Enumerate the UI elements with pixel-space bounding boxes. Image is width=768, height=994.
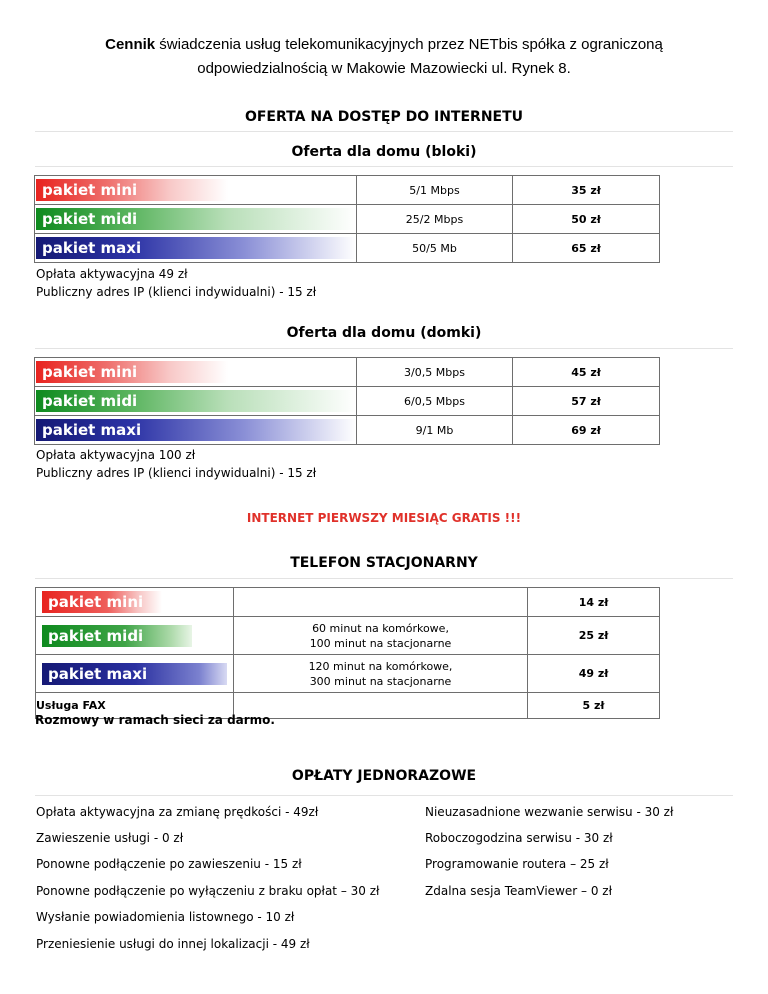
header-brand: Cennik bbox=[105, 36, 156, 53]
description-line-2: 300 minut na stacjonarne bbox=[309, 674, 452, 688]
description-cell bbox=[234, 693, 528, 719]
description-cell bbox=[234, 655, 528, 693]
telefon-note: Rozmowy w ramach sieci za darmo. bbox=[35, 713, 275, 727]
internet-title: OFERTA NA DOSTĘP DO INTERNETU bbox=[244, 109, 524, 125]
fax-price: 5 zł bbox=[528, 693, 660, 719]
speed-cell: 25/2 Mbps bbox=[357, 205, 513, 234]
package-cell bbox=[35, 416, 357, 445]
price-cell: 35 zł bbox=[513, 176, 660, 205]
package-cell bbox=[36, 588, 234, 617]
package-cell bbox=[35, 358, 357, 387]
fee-item: Programowanie routera – 25 zł bbox=[425, 857, 609, 871]
price-cell: 25 zł bbox=[528, 617, 660, 655]
price-cell: 65 zł bbox=[513, 234, 660, 263]
description-cell bbox=[234, 588, 528, 617]
divider bbox=[35, 131, 733, 132]
header-line-1 bbox=[0, 36, 768, 53]
fee-item: Roboczogodzina serwisu - 30 zł bbox=[425, 831, 613, 845]
price-cell: 57 zł bbox=[513, 387, 660, 416]
public-ip-note: Publiczny adres IP (klienci indywidualni) - 15 zł bbox=[36, 466, 317, 480]
oplaty-title: OPŁATY JEDNORAZOWE bbox=[291, 768, 477, 784]
price-cell: 45 zł bbox=[513, 358, 660, 387]
package-mini-label: pakiet mini bbox=[42, 591, 162, 613]
table-row bbox=[36, 617, 660, 655]
table-row bbox=[35, 387, 660, 416]
table-row bbox=[36, 655, 660, 693]
table-row bbox=[35, 176, 660, 205]
bloki-price-table bbox=[34, 175, 660, 263]
description-cell bbox=[234, 617, 528, 655]
bloki-notes bbox=[36, 265, 316, 301]
package-maxi-label: pakiet maxi bbox=[36, 237, 356, 259]
fax-label: Usługa FAX bbox=[36, 693, 234, 719]
package-cell bbox=[35, 205, 357, 234]
package-cell bbox=[36, 617, 234, 655]
divider bbox=[35, 795, 733, 796]
divider bbox=[35, 166, 733, 167]
divider bbox=[35, 578, 733, 579]
speed-cell: 5/1 Mbps bbox=[357, 176, 513, 205]
speed-cell: 50/5 Mb bbox=[357, 234, 513, 263]
package-cell bbox=[35, 234, 357, 263]
activation-fee-note: Opłata aktywacyjna 100 zł bbox=[36, 448, 196, 462]
package-maxi-label: pakiet maxi bbox=[36, 419, 356, 441]
price-cell: 69 zł bbox=[513, 416, 660, 445]
table-row bbox=[35, 358, 660, 387]
package-cell bbox=[36, 655, 234, 693]
domki-title: Oferta dla domu (domki) bbox=[286, 325, 482, 341]
fee-item: Wysłanie powiadomienia listownego - 10 zł bbox=[36, 910, 295, 924]
fee-item: Ponowne podłączenie po wyłączeniu z braku opłat – 30 zł bbox=[36, 884, 380, 898]
price-cell: 14 zł bbox=[528, 588, 660, 617]
price-cell: 49 zł bbox=[528, 655, 660, 693]
fee-item: Zawieszenie usługi - 0 zł bbox=[36, 831, 184, 845]
table-row bbox=[35, 416, 660, 445]
fee-item: Zdalna sesja TeamViewer – 0 zł bbox=[425, 884, 612, 898]
description-line-1: 120 minut na komórkowe, bbox=[308, 659, 453, 673]
speed-cell: 3/0,5 Mbps bbox=[357, 358, 513, 387]
speed-cell: 9/1 Mb bbox=[357, 416, 513, 445]
divider bbox=[35, 348, 733, 349]
fee-item: Nieuzasadnione wezwanie serwisu - 30 zł bbox=[425, 805, 674, 819]
table-row bbox=[35, 205, 660, 234]
package-cell bbox=[35, 176, 357, 205]
package-mini-label: pakiet mini bbox=[36, 179, 356, 201]
description-line-1: 60 minut na komórkowe, bbox=[312, 621, 449, 635]
package-midi-label: pakiet midi bbox=[42, 625, 192, 647]
fee-item: Ponowne podłączenie po zawieszeniu - 15 zł bbox=[36, 857, 302, 871]
telefon-price-table bbox=[35, 587, 660, 719]
package-midi-label: pakiet midi bbox=[36, 208, 356, 230]
header-line-1-text: świadczenia usług telekomunikacyjnych przez NETbis spółka z ograniczoną bbox=[155, 36, 663, 53]
package-cell bbox=[35, 387, 357, 416]
activation-fee-note: Opłata aktywacyjna 49 zł bbox=[36, 267, 188, 281]
table-row bbox=[36, 588, 660, 617]
table-row bbox=[35, 234, 660, 263]
price-cell: 50 zł bbox=[513, 205, 660, 234]
speed-cell: 6/0,5 Mbps bbox=[357, 387, 513, 416]
bloki-title: Oferta dla domu (bloki) bbox=[291, 144, 477, 160]
domki-price-table bbox=[34, 357, 660, 445]
package-mini-label: pakiet mini bbox=[36, 361, 356, 383]
fee-item: Przeniesienie usługi do innej lokalizacji - 49 zł bbox=[36, 937, 310, 951]
domki-notes bbox=[36, 446, 316, 482]
description-line-2: 100 minut na stacjonarne bbox=[309, 636, 452, 650]
package-maxi-label: pakiet maxi bbox=[42, 663, 227, 685]
header-line-2: odpowiedzialnością w Makowie Mazowiecki ul. Rynek 8. bbox=[197, 60, 571, 77]
promo-banner: INTERNET PIERWSZY MIESIĄC GRATIS !!! bbox=[246, 511, 522, 525]
telefon-title: TELEFON STACJONARNY bbox=[290, 555, 478, 571]
fee-item: Opłata aktywacyjna za zmianę prędkości - 49zł bbox=[36, 805, 319, 819]
public-ip-note: Publiczny adres IP (klienci indywidualni) - 15 zł bbox=[36, 285, 317, 299]
package-midi-label: pakiet midi bbox=[36, 390, 356, 412]
